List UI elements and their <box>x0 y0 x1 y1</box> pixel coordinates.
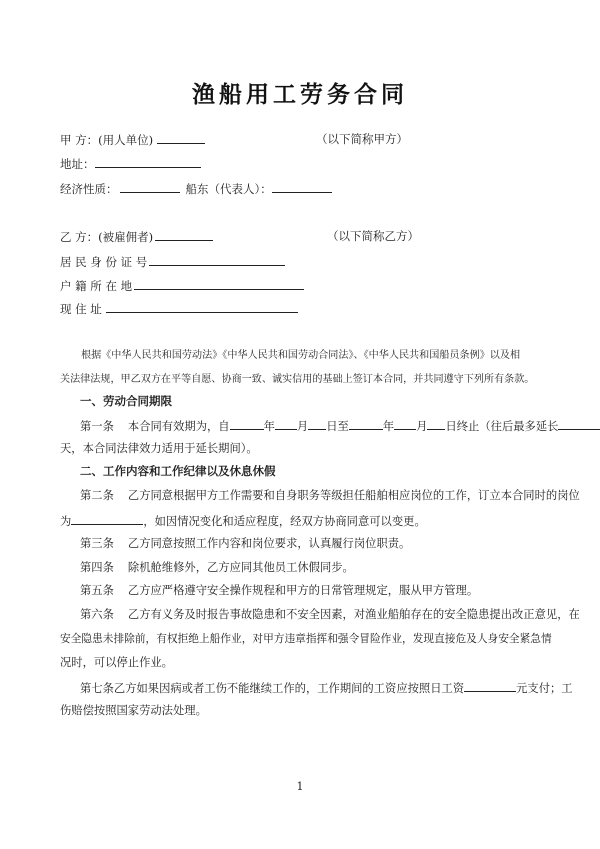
party-a-owner-label: 船东（代表人）： <box>185 182 272 196</box>
article-7-line-1 <box>80 679 573 697</box>
article-7-text-a: 第七条乙方如果因病或者工伤不能继续工作的，工作期间的工资应按照日工资 <box>80 682 465 695</box>
article-7-text-b: 元支付；工 <box>516 682 573 695</box>
daily-wage-blank[interactable] <box>464 679 516 692</box>
party-b-line <box>60 228 213 245</box>
article-4-label: 第四条 <box>80 561 114 574</box>
month-label: 月 <box>296 420 309 433</box>
article-6-label: 第六条 <box>80 608 114 621</box>
party-a-blank[interactable] <box>157 131 205 144</box>
end-day-blank[interactable] <box>427 417 445 430</box>
start-month-blank[interactable] <box>275 417 297 430</box>
section-2-heading: 二、工作内容和工作纪律以及休息休假 <box>80 464 276 478</box>
article-1-line-1 <box>80 417 600 435</box>
party-b-blank[interactable] <box>155 228 213 241</box>
article-4-text: 除机舱维修外，乙方应同其他员工休假同步。 <box>127 561 354 574</box>
party-b-id-label: 居 民 身 份 证 号 <box>60 255 148 269</box>
document-title: 渔船用工劳务合同 <box>192 81 408 108</box>
article-5-label: 第五条 <box>80 584 114 597</box>
party-b-short-name: （以下简称乙方） <box>327 229 419 243</box>
day-end-label: 日终止（往后最多延长 <box>445 420 559 433</box>
article-3 <box>80 536 410 552</box>
position-blank[interactable] <box>71 512 143 525</box>
party-a-line <box>60 131 205 148</box>
party-a-address-line <box>60 155 201 172</box>
article-2-text-1: 乙方同意根据甲方工作需要和自身职务等级担任船舶相应岗位的工作，订立本合同时的岗位 <box>127 489 580 502</box>
article-6-line-3: 况时，可以停止作业。 <box>60 656 173 669</box>
start-year-blank[interactable] <box>230 417 264 430</box>
party-a-address-blank[interactable] <box>95 155 201 168</box>
preamble-line-2: 关法律法规，甲乙双方在平等自愿、协商一致、诚实信用的基础上签订本合同，并共同遵守下列所有条款。 <box>60 374 535 385</box>
preamble-line-1: 根据《中华人民共和国劳动法》《中华人民共和国劳动合同法》、《中华人民共和国船员条例》以及相 <box>81 350 521 361</box>
end-year-blank[interactable] <box>349 417 383 430</box>
article-2-text-2: ，如因情况变化和适应程度，经双方协商同意可以变更。 <box>143 515 426 528</box>
start-day-blank[interactable] <box>308 417 326 430</box>
party-a-nature-label: 经济性质： <box>60 182 118 196</box>
party-a-nature-line <box>60 180 332 197</box>
article-5 <box>80 583 478 599</box>
party-b-hukou-blank[interactable] <box>134 277 304 290</box>
article-7-line-2: 伤赔偿按照国家劳动法处理。 <box>60 704 207 717</box>
article-1-line-2: 天，本合同法律效力适用于延长期间）。 <box>60 442 258 455</box>
year-label-2: 年 <box>382 420 395 433</box>
article-1-text-a: 本合同有效期为，自 <box>127 420 230 433</box>
article-3-label: 第三条 <box>80 537 114 550</box>
party-b-label: 乙 方：(被雇佣者) <box>60 230 154 244</box>
party-a-address-label: 地址： <box>60 157 95 171</box>
article-2-label: 第二条 <box>80 489 114 502</box>
day-to-label: 日至 <box>326 420 349 433</box>
party-a-label: 甲 方：(用人单位) <box>60 133 154 147</box>
article-5-text: 乙方应严格遵守安全操作规程和甲方的日常管理规定，服从甲方管理。 <box>127 584 479 597</box>
party-b-current-line <box>60 300 298 317</box>
party-b-current-blank[interactable] <box>106 300 298 313</box>
party-a-short-name: （以下简称甲方） <box>316 132 408 146</box>
party-a-nature-blank[interactable] <box>120 180 180 193</box>
article-6-text-1: 乙方有义务及时报告事故隐患和不安全因素，对渔业船舶存在的安全隐患提出改正意见，在 <box>127 608 580 621</box>
year-label: 年 <box>263 420 275 433</box>
article-2-line-1 <box>80 488 580 504</box>
end-month-blank[interactable] <box>394 417 416 430</box>
article-4 <box>80 560 354 576</box>
party-b-id-line <box>60 253 285 270</box>
article-6-line-1 <box>80 607 580 623</box>
article-1-label: 第一条 <box>80 420 114 433</box>
article-2-line-2 <box>60 512 426 530</box>
party-b-current-label: 现 住 址 <box>60 302 102 316</box>
party-b-hukou-label: 户 籍 所 在 地 <box>60 279 133 293</box>
article-2-prefix: 为 <box>60 515 72 528</box>
section-1-heading: 一、劳动合同期限 <box>80 394 172 408</box>
article-3-text: 乙方同意按照工作内容和岗位要求，认真履行岗位职责。 <box>127 537 411 550</box>
party-b-id-blank[interactable] <box>149 253 285 266</box>
article-6-line-2: 安全隐患未排除前，有权拒绝上船作业，对甲方违章指挥和强令冒险作业，发现直接危及人身安全紧急情 <box>60 632 552 645</box>
party-a-owner-blank[interactable] <box>272 180 332 193</box>
month-label-2: 月 <box>416 420 428 433</box>
party-b-hukou-line <box>60 277 304 294</box>
page-number: 1 <box>296 780 304 793</box>
extension-days-blank[interactable] <box>558 417 600 430</box>
